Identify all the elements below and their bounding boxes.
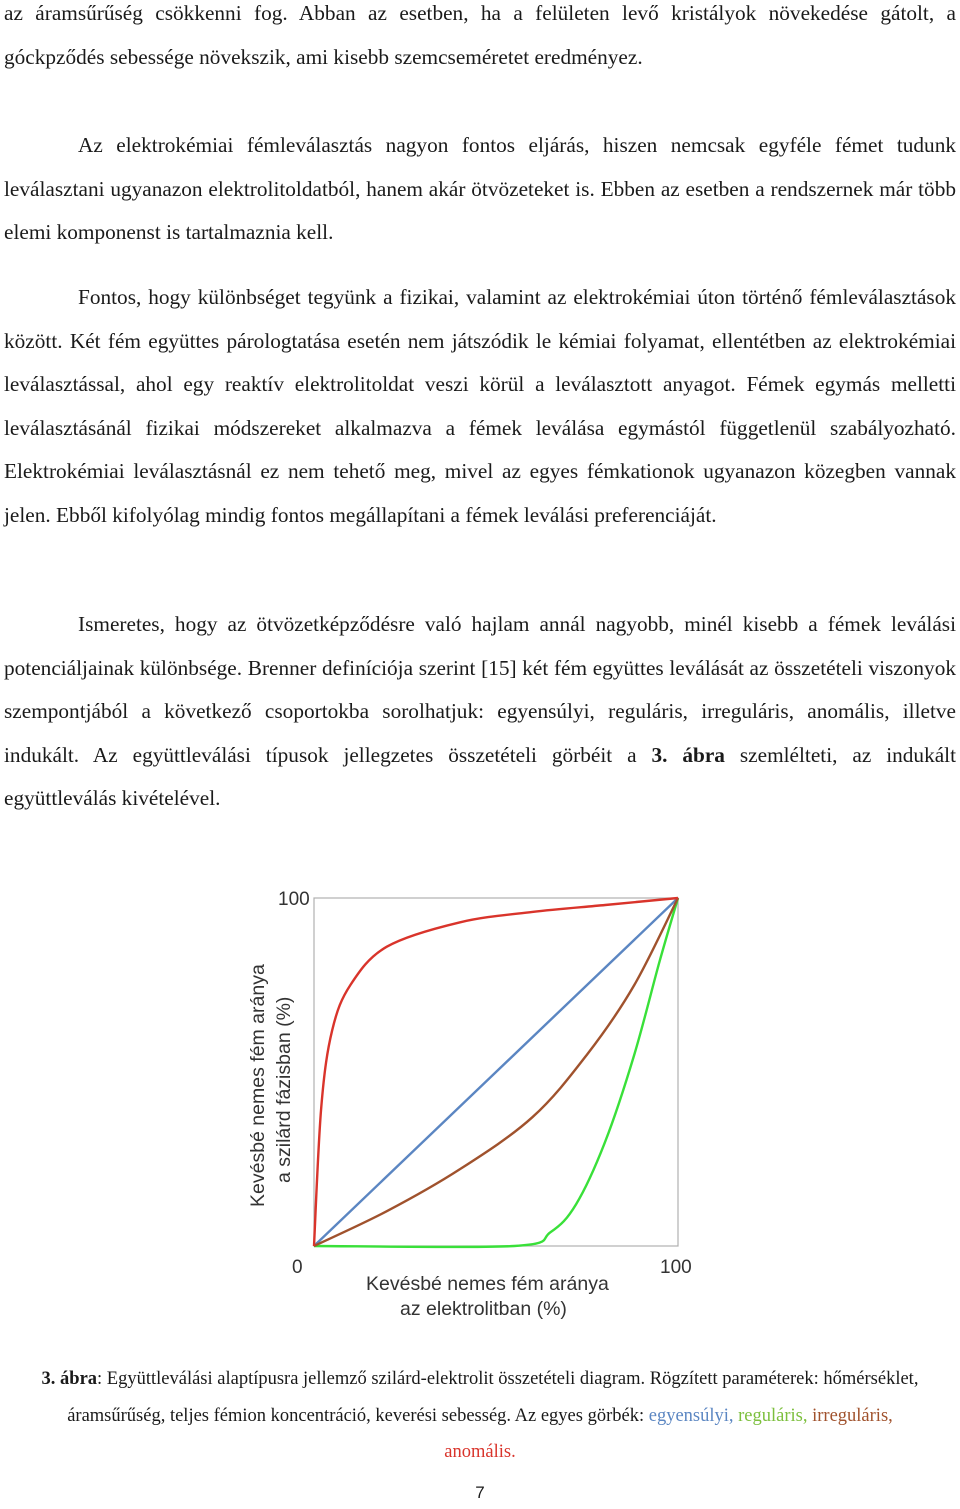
x-tick-label-100: 100: [660, 1257, 692, 1278]
paragraph-3: [4, 603, 956, 821]
caption-regularis: reguláris,: [738, 1405, 808, 1426]
y-axis-title-line2: a szilárd fázisban (%): [273, 996, 295, 1183]
chart-svg: [240, 875, 720, 1325]
x-tick-label-0: 0: [292, 1257, 303, 1278]
caption-text: : Együttleválási alaptípusra jellemző szilárd-elektrolit összetételi diagram. Rögzített paraméterek: hőmérséklet, áramsűrűség, teljes fémion koncentráció, keverési sebesség. Az egyes görbék:: [67, 1369, 919, 1426]
series-layer: [314, 898, 678, 1247]
caption-egyensulyi: egyensúlyi,: [648, 1405, 734, 1426]
caption-number: 3. ábra: [41, 1369, 98, 1389]
paragraph-3-text-b: szemlélteti, az indukált együttleválás kivételével.: [4, 742, 956, 810]
figure-caption: [30, 1361, 930, 1471]
paragraph-2: Fontos, hogy különbséget tegyünk a fizikai, valamint az elektrokémiai úton történő fémleválasztások között. Két fém együttes párologtatása esetén nem játszódik le kémiai folyamat, ellentétben az elektrokémiai leválasztással, ahol egy reaktív elektrolitoldat veszi körül a leválasztott anyagot. Fémek egymás melletti leválasztásánál fizikai módszereket alkalmazva a fémek leválása egymástól függetlenül szabályozható. Elektrokémiai leválasztásnál ez nem tehető meg, mivel az egyes fémkationok ugyanazon közegben vannak jelen. Ebből kifolyólag mindig fontos megállapítani a fémek leválási preferenciáját.: [4, 285, 956, 527]
paragraph-0: az áramsűrűség csökkenni fog. Abban az esetben, ha a felületen levő kristályok növekedése gátolt, a góckpződés sebessége növekszik, ami kisebb szemcseméretet eredményez.: [4, 1, 956, 69]
caption-irregularis: irreguláris,: [812, 1405, 893, 1426]
caption-anomalis: anomális.: [444, 1442, 516, 1462]
series-line-egyensulyi: [314, 898, 678, 1246]
page-number: 7: [475, 1483, 485, 1502]
x-axis-title-line1: Kevésbé nemes fém aránya: [366, 1273, 609, 1295]
figure-reference[interactable]: 3. ábra: [651, 742, 725, 767]
paragraph-1: Az elektrokémiai fémleválasztás nagyon fontos eljárás, hiszen nemcsak egyféle fémet tudunk leválasztani ugyanazon elektrolitoldatból, hanem akár ötvözeteket is. Ebben az esetben a rendszernek már több elemi komponenst is tartalmaznia kell.: [4, 133, 956, 244]
paragraph-3-text-a: Ismeretes, hogy az ötvözetképződésre való hajlam annál nagyobb, minél kisebb a fémek leválási potenciáljainak különbsége. Brenner definíciója szerint [15] két fém együttes leválását az összetételi viszonyok szempontjából a következő csoportokba sorolhatjuk: egyensúlyi, reguláris, irreguláris, anomális, illetve indukált. Az együttleválási típusok jellegzetes összetételi görbéit a: [4, 612, 956, 767]
y-tick-label-100: 100: [278, 889, 310, 910]
composition-diagram: [240, 875, 720, 1325]
y-axis-title-line1: Kevésbé nemes fém aránya: [247, 964, 269, 1207]
x-axis-title-line2: az elektrolitban (%): [400, 1298, 567, 1320]
